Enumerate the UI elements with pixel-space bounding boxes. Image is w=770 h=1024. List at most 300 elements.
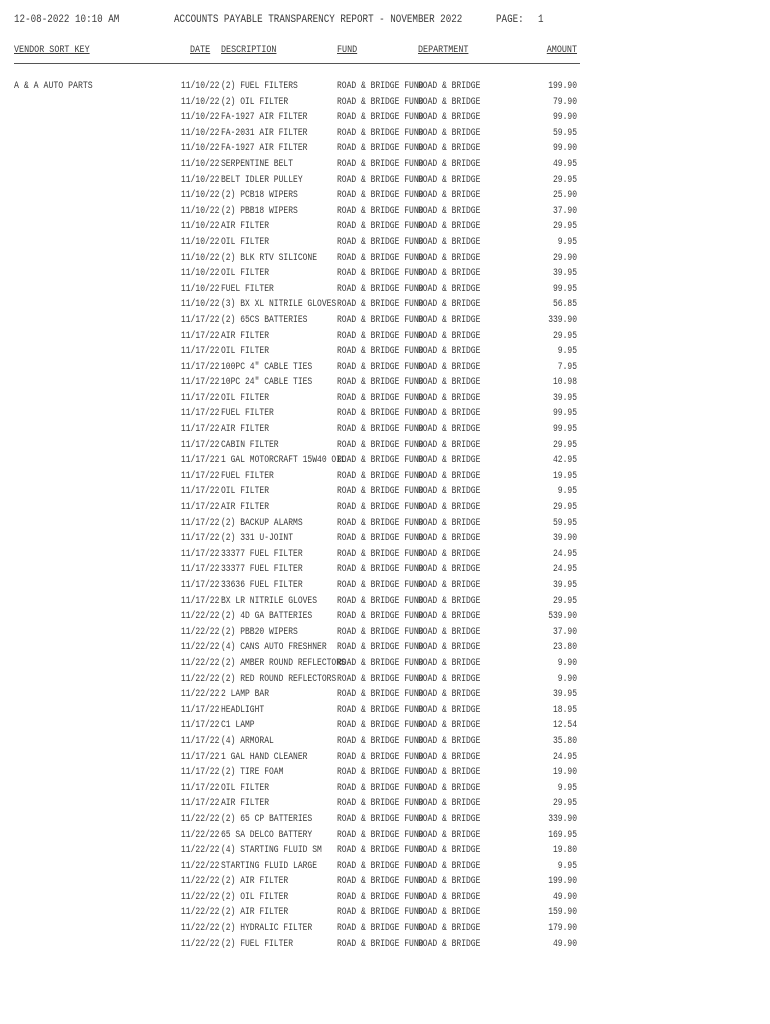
row-description: (2) 65CS BATTERIES <box>221 314 308 326</box>
table-row <box>0 564 770 580</box>
row-date: 11/17/22 <box>181 564 220 576</box>
row-date: 11/17/22 <box>181 470 220 482</box>
row-amount: 179.90 <box>548 923 577 935</box>
table-row <box>0 658 770 674</box>
row-fund: ROAD & BRIDGE FUND <box>337 346 424 358</box>
row-date: 11/17/22 <box>181 361 220 373</box>
row-fund: ROAD & BRIDGE FUND <box>337 845 424 857</box>
column-header-vendor: VENDOR SORT KEY <box>14 45 90 56</box>
table-row <box>0 268 770 284</box>
row-department: ROAD & BRIDGE <box>418 798 481 810</box>
row-amount: 29.90 <box>552 252 577 264</box>
row-department: ROAD & BRIDGE <box>418 112 481 124</box>
row-description: AIR FILTER <box>221 424 270 436</box>
row-date: 11/22/22 <box>181 829 220 841</box>
row-amount: 24.95 <box>552 564 577 576</box>
row-description: (4) CANS AUTO FRESHNER <box>221 642 327 654</box>
row-department: ROAD & BRIDGE <box>418 408 481 420</box>
row-date: 11/17/22 <box>181 455 220 467</box>
row-description: (4) STARTING FLUID SM <box>221 845 322 857</box>
row-department: ROAD & BRIDGE <box>418 642 481 654</box>
row-fund: ROAD & BRIDGE FUND <box>337 158 424 170</box>
row-description: (2) BACKUP ALARMS <box>221 517 303 529</box>
column-header-fund: FUND <box>337 45 358 56</box>
row-description: OIL FILTER <box>221 782 270 794</box>
row-fund: ROAD & BRIDGE FUND <box>337 720 424 732</box>
row-date: 11/22/22 <box>181 876 220 888</box>
row-description: (2) AIR FILTER <box>221 876 289 888</box>
row-fund: ROAD & BRIDGE FUND <box>337 236 424 248</box>
row-department: ROAD & BRIDGE <box>418 533 481 545</box>
row-fund: ROAD & BRIDGE FUND <box>337 314 424 326</box>
row-date: 11/22/22 <box>181 673 220 685</box>
row-date: 11/22/22 <box>181 938 220 950</box>
column-header-amount: AMOUNT <box>546 45 577 56</box>
table-row <box>0 284 770 300</box>
table-row <box>0 642 770 658</box>
row-amount: 10.98 <box>552 377 577 389</box>
table-row <box>0 486 770 502</box>
row-fund: ROAD & BRIDGE FUND <box>337 673 424 685</box>
row-fund: ROAD & BRIDGE FUND <box>337 642 424 654</box>
row-department: ROAD & BRIDGE <box>418 704 481 716</box>
row-description: AIR FILTER <box>221 798 270 810</box>
row-fund: ROAD & BRIDGE FUND <box>337 767 424 779</box>
row-amount: 19.80 <box>552 845 577 857</box>
row-date: 11/17/22 <box>181 580 220 591</box>
header-divider <box>14 63 580 64</box>
row-date: 11/17/22 <box>181 314 220 326</box>
row-department: ROAD & BRIDGE <box>418 502 481 514</box>
row-amount: 37.90 <box>552 626 577 638</box>
row-date: 11/22/22 <box>181 642 220 654</box>
table-row <box>0 81 770 97</box>
row-fund: ROAD & BRIDGE FUND <box>337 268 424 280</box>
row-department: ROAD & BRIDGE <box>418 81 481 92</box>
row-date: 11/17/22 <box>181 548 220 560</box>
row-amount: 35.80 <box>552 735 577 747</box>
table-row <box>0 299 770 315</box>
row-amount: 18.95 <box>552 704 577 716</box>
row-amount: 56.85 <box>552 299 577 311</box>
row-description: (2) FUEL FILTERS <box>221 81 298 92</box>
row-amount: 24.95 <box>552 548 577 560</box>
row-date: 11/17/22 <box>181 392 220 404</box>
row-fund: ROAD & BRIDGE FUND <box>337 470 424 482</box>
row-description: (2) FUEL FILTER <box>221 938 294 950</box>
row-description: (2) RED ROUND REFLECTORS <box>221 673 337 685</box>
row-description: OIL FILTER <box>221 268 270 280</box>
table-row <box>0 907 770 923</box>
row-description: (2) AIR FILTER <box>221 907 289 919</box>
row-amount: 99.95 <box>552 283 577 295</box>
row-description: (2) PBB20 WIPERS <box>221 626 298 638</box>
row-amount: 59.95 <box>552 517 577 529</box>
row-department: ROAD & BRIDGE <box>418 689 481 701</box>
row-fund: ROAD & BRIDGE FUND <box>337 782 424 794</box>
row-amount: 29.95 <box>552 174 577 186</box>
row-date: 11/17/22 <box>181 424 220 436</box>
row-amount: 29.95 <box>552 330 577 342</box>
row-date: 11/10/22 <box>181 81 220 92</box>
row-amount: 339.90 <box>548 813 577 825</box>
row-date: 11/22/22 <box>181 891 220 903</box>
row-description: BELT IDLER PULLEY <box>221 174 303 186</box>
row-department: ROAD & BRIDGE <box>418 190 481 202</box>
row-fund: ROAD & BRIDGE FUND <box>337 689 424 701</box>
row-date: 11/22/22 <box>181 860 220 872</box>
row-department: ROAD & BRIDGE <box>418 938 481 950</box>
row-fund: ROAD & BRIDGE FUND <box>337 580 424 591</box>
row-fund: ROAD & BRIDGE FUND <box>337 96 424 108</box>
row-date: 11/10/22 <box>181 283 220 295</box>
table-row <box>0 736 770 752</box>
table-row <box>0 861 770 877</box>
row-fund: ROAD & BRIDGE FUND <box>337 735 424 747</box>
column-header-department: DEPARTMENT <box>418 45 469 56</box>
row-department: ROAD & BRIDGE <box>418 158 481 170</box>
table-row <box>0 767 770 783</box>
column-header-date: DATE <box>190 45 211 56</box>
row-date: 11/17/22 <box>181 377 220 389</box>
row-amount: 29.95 <box>552 221 577 233</box>
row-department: ROAD & BRIDGE <box>418 314 481 326</box>
row-description: (2) HYDRALIC FILTER <box>221 923 313 935</box>
row-amount: 12.54 <box>552 720 577 732</box>
table-row <box>0 549 770 565</box>
row-department: ROAD & BRIDGE <box>418 330 481 342</box>
row-description: FA-2031 AIR FILTER <box>221 127 308 139</box>
row-amount: 99.90 <box>552 143 577 155</box>
table-row <box>0 674 770 690</box>
table-row <box>0 206 770 222</box>
table-row <box>0 143 770 159</box>
row-department: ROAD & BRIDGE <box>418 751 481 763</box>
row-amount: 99.95 <box>552 408 577 420</box>
row-fund: ROAD & BRIDGE FUND <box>337 626 424 638</box>
table-row <box>0 424 770 440</box>
table-row <box>0 471 770 487</box>
row-department: ROAD & BRIDGE <box>418 876 481 888</box>
row-description: 100PC 4" CABLE TIES <box>221 361 313 373</box>
table-row <box>0 533 770 549</box>
row-fund: ROAD & BRIDGE FUND <box>337 502 424 514</box>
row-description: OIL FILTER <box>221 236 270 248</box>
row-fund: ROAD & BRIDGE FUND <box>337 533 424 545</box>
row-department: ROAD & BRIDGE <box>418 236 481 248</box>
row-fund: ROAD & BRIDGE FUND <box>337 112 424 124</box>
row-description: 2 LAMP BAR <box>221 689 270 701</box>
row-department: ROAD & BRIDGE <box>418 782 481 794</box>
row-description: C1 LAMP <box>221 720 255 732</box>
row-department: ROAD & BRIDGE <box>418 580 481 591</box>
row-description: FA-1927 AIR FILTER <box>221 112 308 124</box>
row-description: (2) OIL FILTER <box>221 96 289 108</box>
row-date: 11/22/22 <box>181 657 220 669</box>
row-description: 33377 FUEL FILTER <box>221 564 303 576</box>
row-amount: 539.90 <box>548 611 577 623</box>
table-row <box>0 830 770 846</box>
table-row <box>0 362 770 378</box>
row-department: ROAD & BRIDGE <box>418 611 481 623</box>
row-description: (2) 65 CP BATTERIES <box>221 813 313 825</box>
row-date: 11/17/22 <box>181 502 220 514</box>
row-fund: ROAD & BRIDGE FUND <box>337 486 424 498</box>
row-department: ROAD & BRIDGE <box>418 424 481 436</box>
row-department: ROAD & BRIDGE <box>418 252 481 264</box>
row-department: ROAD & BRIDGE <box>418 127 481 139</box>
table-row <box>0 689 770 705</box>
row-date: 11/22/22 <box>181 813 220 825</box>
row-description: HEADLIGHT <box>221 704 265 716</box>
row-date: 11/17/22 <box>181 408 220 420</box>
row-description: (2) PBB18 WIPERS <box>221 205 298 217</box>
row-description: CABIN FILTER <box>221 439 279 451</box>
row-date: 11/17/22 <box>181 782 220 794</box>
row-fund: ROAD & BRIDGE FUND <box>337 548 424 560</box>
row-department: ROAD & BRIDGE <box>418 377 481 389</box>
row-amount: 29.95 <box>552 439 577 451</box>
row-description: (2) TIRE FOAM <box>221 767 284 779</box>
row-amount: 9.95 <box>557 236 577 248</box>
row-fund: ROAD & BRIDGE FUND <box>337 829 424 841</box>
row-fund: ROAD & BRIDGE FUND <box>337 439 424 451</box>
row-description: FUEL FILTER <box>221 283 274 295</box>
row-fund: ROAD & BRIDGE FUND <box>337 813 424 825</box>
row-date: 11/10/22 <box>181 299 220 311</box>
row-description: AIR FILTER <box>221 221 270 233</box>
row-description: FUEL FILTER <box>221 408 274 420</box>
row-department: ROAD & BRIDGE <box>418 548 481 560</box>
row-date: 11/10/22 <box>181 221 220 233</box>
row-department: ROAD & BRIDGE <box>418 720 481 732</box>
table-row <box>0 346 770 362</box>
table-row <box>0 221 770 237</box>
row-amount: 159.90 <box>548 907 577 919</box>
row-amount: 23.80 <box>552 642 577 654</box>
row-department: ROAD & BRIDGE <box>418 486 481 498</box>
row-department: ROAD & BRIDGE <box>418 221 481 233</box>
row-description: AIR FILTER <box>221 330 270 342</box>
row-amount: 25.90 <box>552 190 577 202</box>
row-department: ROAD & BRIDGE <box>418 470 481 482</box>
row-amount: 99.90 <box>552 112 577 124</box>
row-amount: 42.95 <box>552 455 577 467</box>
row-amount: 79.90 <box>552 96 577 108</box>
row-amount: 9.95 <box>557 782 577 794</box>
table-row <box>0 923 770 939</box>
row-department: ROAD & BRIDGE <box>418 174 481 186</box>
row-amount: 19.95 <box>552 470 577 482</box>
table-row <box>0 159 770 175</box>
row-fund: ROAD & BRIDGE FUND <box>337 330 424 342</box>
row-fund: ROAD & BRIDGE FUND <box>337 283 424 295</box>
row-description: SERPENTINE BELT <box>221 158 294 170</box>
row-department: ROAD & BRIDGE <box>418 205 481 217</box>
table-row <box>0 237 770 253</box>
table-row <box>0 580 770 596</box>
row-date: 11/17/22 <box>181 439 220 451</box>
row-department: ROAD & BRIDGE <box>418 564 481 576</box>
row-description: (2) 331 U-JOINT <box>221 533 294 545</box>
table-row <box>0 939 770 955</box>
table-row <box>0 705 770 721</box>
row-department: ROAD & BRIDGE <box>418 845 481 857</box>
row-date: 11/17/22 <box>181 704 220 716</box>
row-fund: ROAD & BRIDGE FUND <box>337 143 424 155</box>
row-amount: 49.90 <box>552 891 577 903</box>
row-description: (2) OIL FILTER <box>221 891 289 903</box>
row-amount: 99.95 <box>552 424 577 436</box>
row-description: (2) AMBER ROUND REFLECTORS <box>221 657 346 669</box>
row-date: 11/17/22 <box>181 720 220 732</box>
row-department: ROAD & BRIDGE <box>418 735 481 747</box>
row-department: ROAD & BRIDGE <box>418 439 481 451</box>
row-description: OIL FILTER <box>221 346 270 358</box>
row-fund: ROAD & BRIDGE FUND <box>337 127 424 139</box>
table-row <box>0 331 770 347</box>
vendor-name: A & A AUTO PARTS <box>14 81 93 92</box>
row-description: (4) ARMORAL <box>221 735 274 747</box>
report-datetime: 12-08-2022 10:10 AM <box>14 14 120 26</box>
row-department: ROAD & BRIDGE <box>418 143 481 155</box>
row-amount: 169.95 <box>548 829 577 841</box>
row-department: ROAD & BRIDGE <box>418 923 481 935</box>
row-amount: 9.95 <box>557 486 577 498</box>
row-fund: ROAD & BRIDGE FUND <box>337 704 424 716</box>
row-amount: 199.90 <box>548 876 577 888</box>
table-row <box>0 97 770 113</box>
row-department: ROAD & BRIDGE <box>418 626 481 638</box>
row-amount: 39.90 <box>552 533 577 545</box>
row-fund: ROAD & BRIDGE FUND <box>337 611 424 623</box>
row-amount: 29.95 <box>552 595 577 607</box>
table-row <box>0 845 770 861</box>
row-date: 11/17/22 <box>181 533 220 545</box>
row-date: 11/22/22 <box>181 689 220 701</box>
row-amount: 9.90 <box>557 673 577 685</box>
row-date: 11/10/22 <box>181 143 220 155</box>
row-date: 11/17/22 <box>181 486 220 498</box>
row-fund: ROAD & BRIDGE FUND <box>337 205 424 217</box>
row-department: ROAD & BRIDGE <box>418 860 481 872</box>
row-department: ROAD & BRIDGE <box>418 392 481 404</box>
table-row <box>0 128 770 144</box>
row-date: 11/17/22 <box>181 798 220 810</box>
row-amount: 7.95 <box>557 361 577 373</box>
row-fund: ROAD & BRIDGE FUND <box>337 392 424 404</box>
row-department: ROAD & BRIDGE <box>418 268 481 280</box>
row-date: 11/22/22 <box>181 611 220 623</box>
row-fund: ROAD & BRIDGE FUND <box>337 517 424 529</box>
row-description: 1 GAL HAND CLEANER <box>221 751 308 763</box>
row-date: 11/22/22 <box>181 907 220 919</box>
row-date: 11/10/22 <box>181 268 220 280</box>
table-row <box>0 455 770 471</box>
row-description: FUEL FILTER <box>221 470 274 482</box>
row-description: (3) BX XL NITRILE GLOVES <box>221 299 337 311</box>
row-department: ROAD & BRIDGE <box>418 455 481 467</box>
table-row <box>0 892 770 908</box>
row-amount: 9.95 <box>557 860 577 872</box>
row-fund: ROAD & BRIDGE FUND <box>337 455 424 467</box>
table-row <box>0 112 770 128</box>
table-row <box>0 393 770 409</box>
row-amount: 39.95 <box>552 689 577 701</box>
row-fund: ROAD & BRIDGE FUND <box>337 595 424 607</box>
row-department: ROAD & BRIDGE <box>418 813 481 825</box>
table-row <box>0 408 770 424</box>
row-fund: ROAD & BRIDGE FUND <box>337 361 424 373</box>
row-date: 11/10/22 <box>181 190 220 202</box>
row-date: 11/10/22 <box>181 127 220 139</box>
row-fund: ROAD & BRIDGE FUND <box>337 424 424 436</box>
row-amount: 199.90 <box>548 81 577 92</box>
table-row <box>0 627 770 643</box>
row-department: ROAD & BRIDGE <box>418 767 481 779</box>
row-amount: 39.95 <box>552 392 577 404</box>
row-fund: ROAD & BRIDGE FUND <box>337 564 424 576</box>
row-description: 33377 FUEL FILTER <box>221 548 303 560</box>
row-date: 11/17/22 <box>181 517 220 529</box>
row-fund: ROAD & BRIDGE FUND <box>337 174 424 186</box>
row-date: 11/10/22 <box>181 252 220 264</box>
table-row <box>0 611 770 627</box>
row-amount: 29.95 <box>552 502 577 514</box>
table-row <box>0 596 770 612</box>
row-amount: 37.90 <box>552 205 577 217</box>
row-description: BX LR NITRILE GLOVES <box>221 595 318 607</box>
row-department: ROAD & BRIDGE <box>418 595 481 607</box>
row-amount: 49.95 <box>552 158 577 170</box>
row-description: 33636 FUEL FILTER <box>221 580 303 591</box>
row-description: AIR FILTER <box>221 502 270 514</box>
table-row <box>0 175 770 191</box>
table-row <box>0 876 770 892</box>
row-date: 11/10/22 <box>181 205 220 217</box>
row-amount: 9.95 <box>557 346 577 358</box>
table-row <box>0 190 770 206</box>
row-amount: 39.95 <box>552 580 577 591</box>
row-department: ROAD & BRIDGE <box>418 299 481 311</box>
table-row <box>0 814 770 830</box>
row-fund: ROAD & BRIDGE FUND <box>337 252 424 264</box>
row-fund: ROAD & BRIDGE FUND <box>337 299 424 311</box>
row-fund: ROAD & BRIDGE FUND <box>337 657 424 669</box>
row-description: STARTING FLUID LARGE <box>221 860 318 872</box>
row-department: ROAD & BRIDGE <box>418 907 481 919</box>
table-row <box>0 253 770 269</box>
row-fund: ROAD & BRIDGE FUND <box>337 81 424 92</box>
row-fund: ROAD & BRIDGE FUND <box>337 907 424 919</box>
page-number: 1 <box>538 14 544 26</box>
row-fund: ROAD & BRIDGE FUND <box>337 938 424 950</box>
table-row <box>0 798 770 814</box>
row-fund: ROAD & BRIDGE FUND <box>337 221 424 233</box>
table-row <box>0 315 770 331</box>
row-date: 11/22/22 <box>181 923 220 935</box>
row-date: 11/17/22 <box>181 595 220 607</box>
page-label: PAGE: <box>496 14 524 26</box>
row-description: 65 SA DELCO BATTERY <box>221 829 313 841</box>
row-date: 11/17/22 <box>181 735 220 747</box>
row-fund: ROAD & BRIDGE FUND <box>337 377 424 389</box>
table-row <box>0 502 770 518</box>
row-date: 11/17/22 <box>181 346 220 358</box>
report-title: ACCOUNTS PAYABLE TRANSPARENCY REPORT - NOVEMBER 2022 <box>174 14 463 26</box>
row-department: ROAD & BRIDGE <box>418 361 481 373</box>
row-amount: 49.90 <box>552 938 577 950</box>
